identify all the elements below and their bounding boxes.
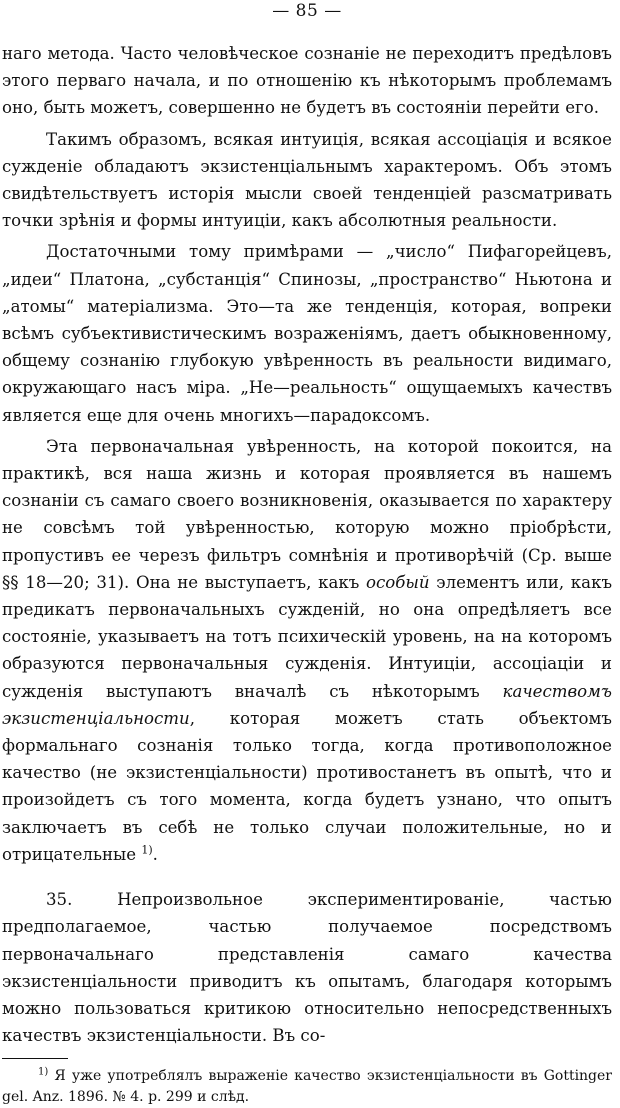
footnote bbox=[2, 1066, 612, 1108]
paragraph-initial-certainty bbox=[2, 433, 612, 868]
paragraph-existential-character: Такимъ образомъ, всякая интуиція, всякая ассоціація и всякое сужденіе обладаютъ экзистенціальнымъ характеромъ. Объ этомъ свидѣтельствуетъ исторія мысли своей тенденціей разсматривать точки зрѣнія и формы интуиціи, какъ абсолютныя реальности. bbox=[2, 129, 612, 231]
footnote-divider bbox=[2, 1058, 68, 1059]
paragraph-examples: Достаточными тому примѣрами — „число“ Пифагорейцевъ, „идеи“ Платона, „субстанція“ Спинозы, „пространство“ Ньютона и „атомы“ матеріализма. Это—та же тенденція, которая, вопреки всѣмъ субъективистическимъ возраженіямъ, даетъ обыкновенному, общему сознанію глубокую увѣренность въ реальности видимаго, окружающаго насъ міра. „Не—реальность“ ощущаемыхъ качествъ является еще для очень многихъ—парадоксомъ. bbox=[2, 242, 612, 425]
paragraph-text-segment: , которая можетъ стать объектомъ формальнаго сознанія только тогда, когда противоположное качество (не экзистенціальности) противостанетъ въ опытѣ, что и произойдетъ съ того момента, когда будетъ узнано, что опытъ заключаетъ въ себѣ не только случаи положительные, но и отрицательные bbox=[2, 708, 612, 864]
footnote-mark: 1) bbox=[38, 1066, 49, 1078]
paragraph-text-segment: Эта первоначальная увѣренность, на которой покоится, на практикѣ, вся наша жизнь и которая проявляется въ нашемъ сознаніи съ самаго своего возникновенія, оказывается по характеру не совсѣмъ той увѣренностью, которую можно пріобрѣсти, пропустивъ ее черезъ фильтръ сомнѣнія и противорѣчій (Ср. выше §§ 18—20; 31). Она не выступаетъ, какъ bbox=[2, 436, 612, 592]
emphasis-text: особый bbox=[365, 572, 430, 592]
paragraph-text-segment: . bbox=[152, 844, 158, 864]
emphasis-text: качествомъ экзистенціальности bbox=[2, 681, 612, 728]
paragraph-continuation: наго метода. Часто человѣческое сознаніе не переходитъ предѣловъ этого перваго начала, и по отношенію къ нѣкоторымъ проблемамъ оно, быть можетъ, совершенно не будетъ въ состояніи перейти его. bbox=[2, 44, 612, 118]
page-number: — 85 — bbox=[272, 1, 342, 21]
footnote-text: Я уже употреблялъ выраженіе качество экзистенціальности въ Gottinger gel. Anz. 1896. № 4. p. 299 и слѣд. bbox=[2, 1068, 612, 1106]
paragraph-section-35: 35. Непроизвольное экспериментированіе, частью предполагаемое, частью получаемое посредствомъ первоначальнаго представленія самаго качества экзистенціальности приводитъ къ опытамъ, благодаря которымъ можно пользоваться критикою относительно непосредственныхъ качествъ экзистенціальности. Въ со- bbox=[2, 890, 612, 1046]
footnote-reference[interactable]: 1) bbox=[141, 843, 153, 857]
paragraph-text-segment: элементъ или, какъ предикатъ первоначальныхъ сужденій, но она опредѣляетъ все состояніе, указываетъ на тотъ психическій уровень, на на которомъ образуются первоначальныя сужденія. Интуиціи, ассоціаціи и сужденія выступаютъ вначалѣ съ нѣкоторымъ bbox=[2, 572, 613, 701]
